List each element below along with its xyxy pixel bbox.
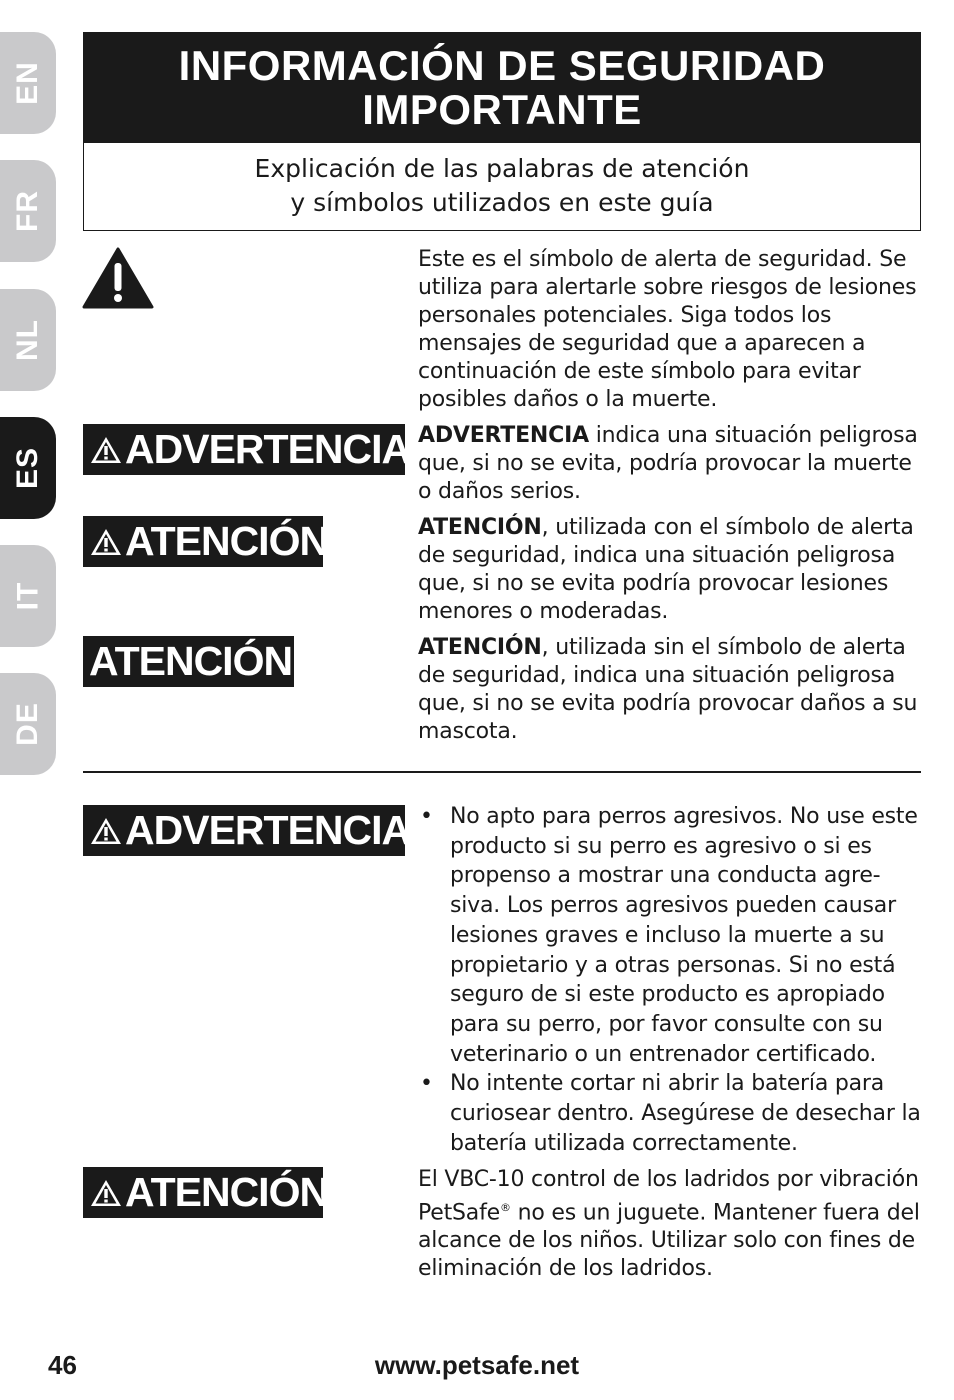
footer-url[interactable]: www.petsafe.net (374, 1350, 580, 1380)
warning-triangle-icon (89, 816, 123, 846)
warning-label: ADVERTENCIA (83, 424, 405, 475)
tab-fr[interactable]: FR (0, 160, 56, 262)
caution-plain-label: ATENCIÓN (83, 636, 294, 687)
page-title: INFORMACIÓN DE SEGURIDAD IMPORTANTE (84, 33, 920, 143)
alert-symbol-description: Este es el símbolo de alerta de seguridad. Se utiliza para alertarle sobre riesgos de lesiones personales potenciales. Siga todos los mensajes de seguridad que a aparecen a continuación de este símbolo para evitar posibles daños o la muerte. (418, 247, 917, 412)
page-number: 46 (48, 1350, 77, 1380)
warning-label: ADVERTENCIA (83, 805, 405, 856)
tab-it[interactable]: IT (0, 545, 56, 647)
section-divider (83, 771, 921, 773)
warning-description: ADVERTENCIA indica una situación peligrosa que, si no se evita, podría provocar la muerte o daños serios. (418, 423, 918, 504)
tab-en[interactable]: EN (0, 32, 56, 134)
tab-de[interactable]: DE (0, 673, 56, 775)
warning-triangle-icon (82, 246, 154, 310)
caution-product-text: El VBC-10 control de los ladridos por vibración PetSafe® no es un juguete. Mantener fuera del alcance de los niños. Utilizar solo con fines de eliminación de los ladridos. (418, 1167, 920, 1282)
list-item: • No intente cortar ni abrir la batería para curiosear dentro. Asegúrese de desechar la batería utilizada correctamente. (420, 1071, 921, 1156)
tab-nl[interactable]: NL (0, 289, 56, 391)
page-subtitle: Explicación de las palabras de atención y símbolos utilizados en este guía (254, 154, 750, 217)
warning-triangle-icon (89, 527, 123, 557)
list-item: • No apto para perros agresivos. No use este producto si su perro es agresivo o si es propenso a mostrar una conducta agre-siva. Los perros agresivos pueden causar lesiones graves e incluso la muerte a su propietario y a otras personas. Si no está seguro de si este producto es apropiado para su perro, por favor consulte con su veterinario o un entrenador certificado. (420, 804, 918, 1067)
safety-header (83, 32, 921, 231)
warning-triangle-icon (89, 435, 123, 465)
caution-plain-description: ATENCIÓN, utilizada sin el símbolo de alerta de seguridad, indica una situación peligrosa que, si no se evita podría provocar daños a su mascota. (418, 635, 918, 744)
tab-es[interactable]: ES (0, 417, 56, 519)
language-tabs (0, 0, 56, 1400)
warning-triangle-icon (89, 1178, 123, 1208)
caution-symbol-description: ATENCIÓN, utilizada con el símbolo de alerta de seguridad, indica una situación peligrosa que, si no se evita podría provocar lesiones menores o moderadas. (418, 515, 914, 624)
caution-symbol-label: ATENCIÓN (83, 1167, 323, 1218)
warning-list (418, 802, 923, 1158)
caution-symbol-label: ATENCIÓN (83, 516, 323, 567)
